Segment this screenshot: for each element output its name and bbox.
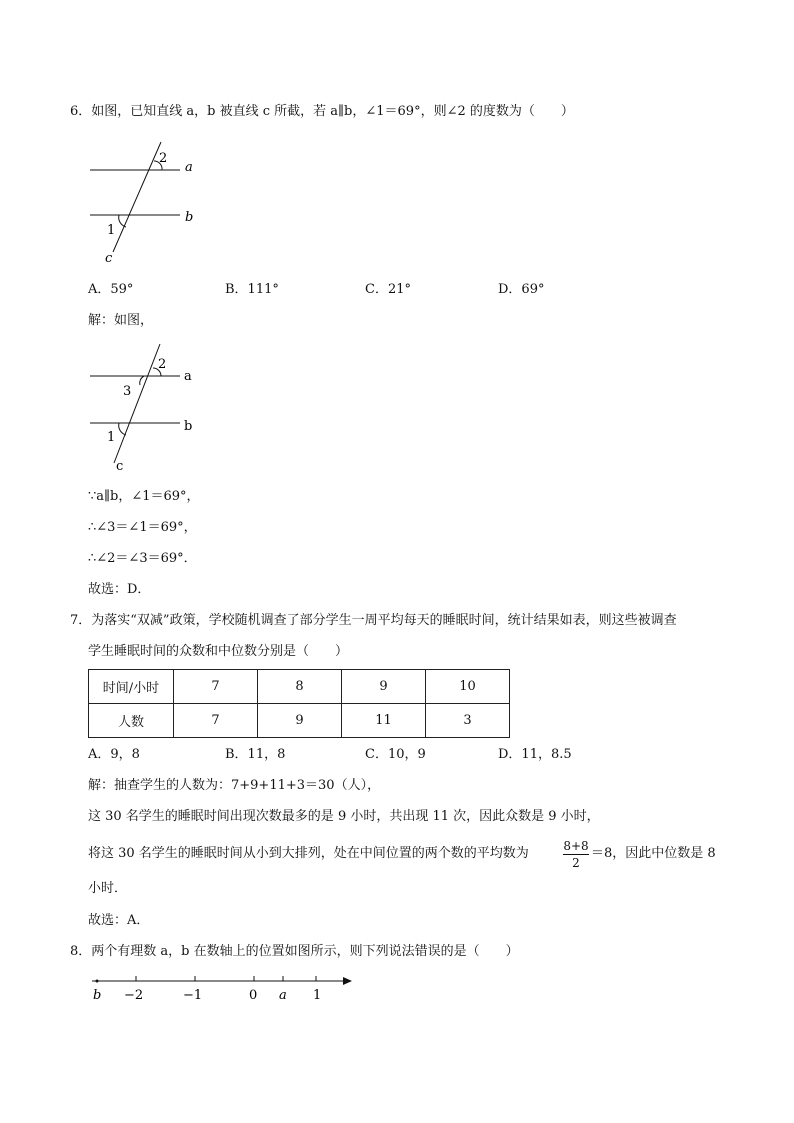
q6-solution-intro: 解：如图， bbox=[88, 313, 154, 328]
table-row bbox=[89, 704, 510, 738]
table-cell: 11 bbox=[342, 704, 426, 738]
line-c bbox=[113, 142, 161, 252]
table-header-cell: 时间/小时 bbox=[89, 670, 174, 704]
q6-solution-figure bbox=[86, 343, 206, 473]
q7-option-c: C．10，9 bbox=[365, 747, 426, 762]
table-cell: 8 bbox=[258, 670, 342, 704]
q7-question-line1: 7．为落实“双减”政策，学校随机调查了部分学生一周平均每天的睡眠时间，统计结果如表，则这些被调查 bbox=[70, 613, 677, 628]
q7-data-table bbox=[88, 669, 510, 738]
q7-question-line2: 学生睡眠时间的众数和中位数分别是（ ） bbox=[88, 644, 349, 659]
table-cell: 3 bbox=[426, 704, 510, 738]
label-one: 1 bbox=[313, 988, 322, 1003]
q6-option-c: C．21° bbox=[365, 282, 411, 297]
q7-solution-3b: ＝8，因此中位数是 8 bbox=[591, 846, 716, 861]
label-zero: 0 bbox=[249, 988, 258, 1003]
q7-answer: 故选：A． bbox=[88, 913, 150, 928]
q8-number-line bbox=[88, 970, 358, 1006]
median-fraction bbox=[563, 839, 589, 870]
label-minus-2: −2 bbox=[124, 988, 144, 1003]
fraction-denominator: 2 bbox=[572, 856, 580, 870]
table-cell: 9 bbox=[342, 670, 426, 704]
label-c: c bbox=[116, 459, 124, 473]
fraction-numerator: 8+8 bbox=[563, 839, 589, 853]
label-minus-1: −1 bbox=[183, 988, 203, 1003]
label-3: 3 bbox=[123, 384, 132, 399]
label-a: a bbox=[184, 369, 192, 384]
q7-option-a: A．9，8 bbox=[88, 747, 140, 762]
table-cell: 9 bbox=[258, 704, 342, 738]
q6-step-1: ∵a∥b，∠1＝69°， bbox=[88, 489, 200, 504]
label-c: c bbox=[105, 251, 113, 266]
q6-option-b: B．111° bbox=[225, 282, 279, 297]
table-cell: 7 bbox=[174, 670, 258, 704]
table-header-cell: 人数 bbox=[89, 704, 174, 738]
q7-solution-1: 解：抽查学生的人数为：7+9+11+3＝30（人）， bbox=[88, 778, 381, 793]
line-c bbox=[114, 344, 160, 463]
label-2: 2 bbox=[159, 151, 168, 166]
q7-solution-4: 小时． bbox=[88, 881, 128, 896]
q6-answer: 故选：D． bbox=[88, 582, 151, 597]
table-cell: 7 bbox=[174, 704, 258, 738]
q7-solution-3a: 将这 30 名学生的睡眠时间从小到大排列，处在中间位置的两个数的平均数为 bbox=[88, 846, 529, 861]
q7-option-b: B．11，8 bbox=[225, 747, 286, 762]
q7-option-d: D．11，8.5 bbox=[498, 747, 572, 762]
point-b bbox=[96, 980, 99, 983]
q6-question: 6．如图，已知直线 a，b 被直线 c 所截，若 a∥b，∠1＝69°，则∠2 的度数为（ ） bbox=[70, 104, 574, 119]
label-1: 1 bbox=[107, 223, 116, 238]
label-b: b bbox=[185, 210, 194, 225]
q6-option-d: D．69° bbox=[498, 282, 545, 297]
q8-question: 8．两个有理数 a，b 在数轴上的位置如图所示，则下列说法错误的是（ ） bbox=[70, 944, 519, 959]
axis-arrow-icon bbox=[343, 977, 352, 985]
q6-step-2: ∴∠3＝∠1＝69°， bbox=[88, 520, 197, 535]
q6-option-a: A．59° bbox=[88, 282, 134, 297]
label-b: b bbox=[184, 419, 193, 434]
label-2: 2 bbox=[158, 357, 167, 372]
q6-step-3: ∴∠2＝∠3＝69°． bbox=[88, 551, 197, 566]
table-row bbox=[89, 670, 510, 704]
fraction-bar bbox=[563, 854, 589, 855]
label-b: b bbox=[93, 988, 102, 1003]
label-a: a bbox=[185, 160, 193, 175]
table-cell: 10 bbox=[426, 670, 510, 704]
q7-solution-2: 这 30 名学生的睡眠时间出现次数最多的是 9 小时，共出现 11 次，因此众数是 9 小时， bbox=[88, 809, 600, 824]
label-a: a bbox=[279, 988, 287, 1003]
label-1: 1 bbox=[107, 430, 116, 445]
q6-figure bbox=[86, 140, 206, 268]
